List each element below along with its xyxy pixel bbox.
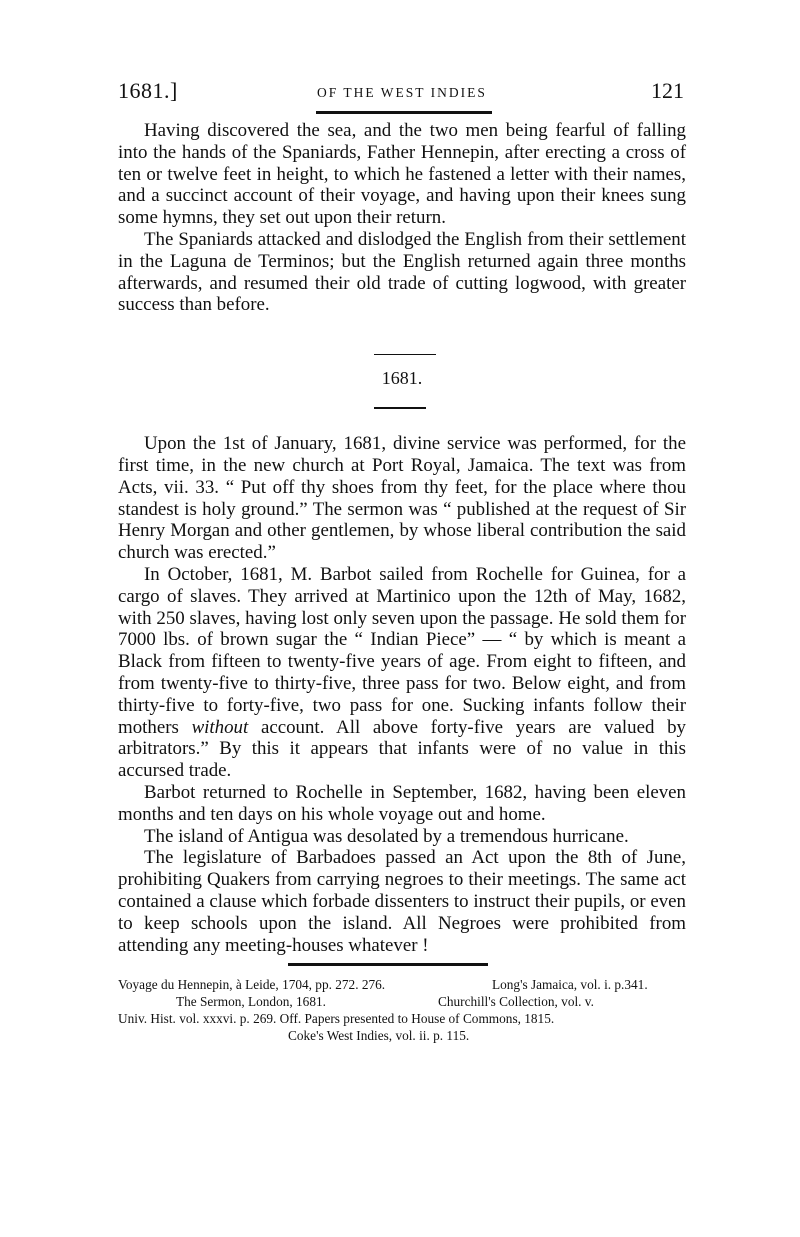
source-churchill: Churchill's Collection, vol. v. [438,994,594,1010]
header-year: 1681.] [118,78,178,103]
barbot-text-before: In October, 1681, M. Barbot sailed from Rochelle for Guinea, for a cargo of slaves. They arrived at Martinico upon the 12th of May, 1682, with 250 slaves, having lost only seven upon the passage. He sold them for 7000 lbs. of brown sugar the “ Indian Piece” — “ by which is meant a Black from fifteen to twenty-five years of age. From eight to fifteen, and from twenty-five to thirty-five, three pass for two. Below eight, and from thirty-five to forty-five, two pass for one. Sucking infants follow their mothers [118,563,686,738]
header-rule [316,111,492,114]
paragraph-port-royal: Upon the 1st of January, 1681, divine service was performed, for the first time, in the new church at Port Royal, Jamaica. The text was from Acts, vii. 33. “ Put off thy shoes from thy feet, for the place where thou standest is holy ground.” The sermon was “ published at the request of Sir Henry Morgan and other gentlemen, by whose liberal contribution the said church was erected.” [118,433,686,564]
header-title: OF THE WEST INDIES [317,85,487,100]
paragraph-barbot-voyage [118,564,686,782]
year-section-heading [118,316,686,433]
paragraph-barbadoes: The legislature of Barbadoes passed an Act upon the 8th of June, prohibiting Quakers from carrying negroes to their meetings. The same act contained a clause which forbade dissenters to instruct their pupils, or even to keep schools upon the island. All Negroes were prohibited from attending any meeting-houses whatever ! [118,847,686,956]
source-coke: Coke's West Indies, vol. ii. p. 115. [288,1028,470,1044]
paragraph-hennepin: Having discovered the sea, and the two men being fearful of falling into the hands of the Spaniards, Father Hennepin, after erecting a cross of ten or twelve feet in height, to which he fastened a letter with their names, and a succinct account of their voyage, and having upon their knees sung some hymns, they set out upon their return. [118,120,686,229]
running-header [118,78,686,112]
book-page [118,78,686,1044]
source-line [118,993,686,1010]
paragraph-laguna: The Spaniards attacked and dislodged the English from their settlement in the Laguna de Terminos; but the English returned again three months afterwards, and resumed their old trade of cutting logwood, with greater success than before. [118,228,686,316]
source-line [118,976,686,993]
paragraph-antigua: The island of Antigua was desolated by a tremendous hurricane. [144,825,629,847]
source-sermon: The Sermon, London, 1681. [176,994,326,1010]
barbot-text-after: account. All above forty-five years are valued by arbitrators.” By this it appears that infants were of no value in this accursed trade. [118,716,686,782]
year-heading: 1681. [381,368,423,389]
year-bottom-rule [374,407,426,409]
page-number: 121 [651,78,684,103]
source-hennepin: Voyage du Hennepin, à Leide, 1704, pp. 272. 276. [118,977,386,993]
page-body [118,120,686,956]
source-long-jamaica: Long's Jamaica, vol. i. p.341. [492,977,648,993]
year-top-rule [374,354,436,355]
source-notes [118,976,686,1044]
emphasis-without: without [191,716,249,738]
paragraph-barbot-return: Barbot returned to Rochelle in September, 1682, having been eleven months and ten days on his whole voyage out and home. [118,781,686,825]
footnote-rule [288,963,488,966]
source-univ-hist: Univ. Hist. vol. xxxvi. p. 269. Off. Papers presented to House of Commons, 1815. [118,1011,555,1027]
